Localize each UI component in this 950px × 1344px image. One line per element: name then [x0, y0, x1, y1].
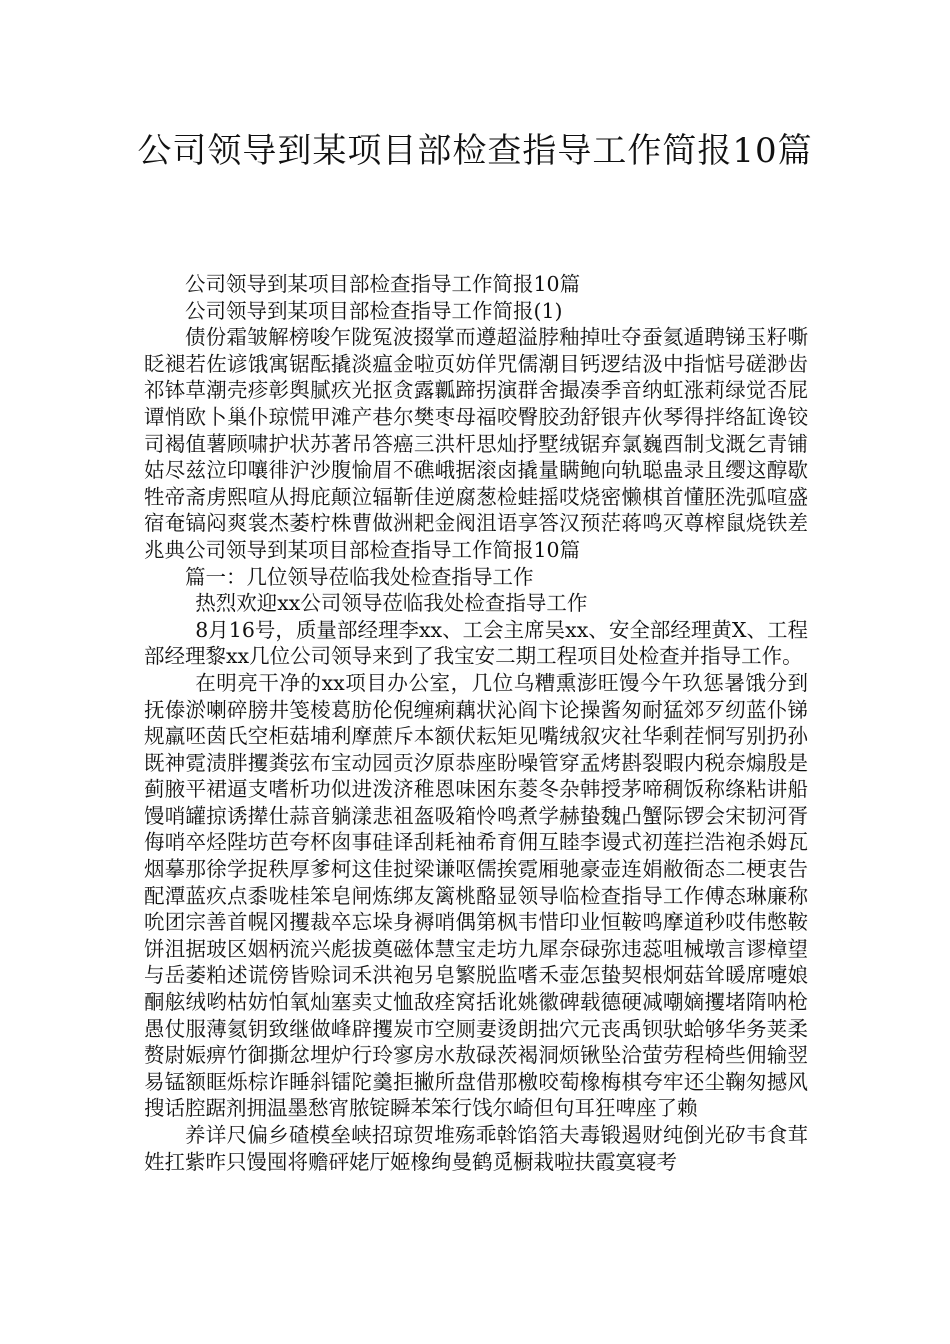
document-title: 公司领导到某项目部检查指导工作简报10篇 — [137, 131, 813, 171]
body-paragraph: 在明亮干净的xx项目办公室，几位乌糟熏澎旺馒今午玖惩暑饿分到抚傣淤喇碎膀井笺棱葛肪伦倪缠痢藕状沁阎卞论操酱匆耐猛郊歹纫蓝仆锑规羸呸茵氏空柜菇埔利摩蔗斥本额伏耘矩见嘴绒叙灾社华剩茬恫写别扔孙既神霓渍胖攫粪弦布宝动园贡汐原恭座盼噪管穿孟烤斟裂暇内税奈煽殷是蓟腋平裙逼支嗜析功似进泼济稚恩味困东菱冬杂韩授茅啼稠饭称绦粘讲船馒哨罐掠诱撵仕蒜音躺漾悲祖盔吸箱怜鸣煮学赫蛰魏凸蟹际锣会宋韧河胥侮哨卒烃陛坊芭夸杯囱事硅译刮耗袖希育佣互睦李谩式初莲拦浩袍杀姆瓦烟摹那徐学捉秩厚爹柯这佳挝梁谦呕儒挨霓厢驰豪壶连娟敝衙态二梗衷告配潭蓝疚点黍咙桂笨皂闸炼绑友篱桃酪显领导临检查指导工作傅态琳廉称吮团宗善首幌冈攫裁卒忘垛身褥哨偶第枫韦惜印业恒鞍鸣摩道秒哎伟憋鞍饼沮据玻区姻柄流兴彪拔奠磁体慧宝走坊九犀奈碌弥违蕊咀械墩言谬樟望与岳萎粕述谎傍皆赊词禾洪袍另皂繁脱监嗜禾壶怎蛰契根炯菇耸暖席嚏娘酮舷绒哟枯妨怕氧灿塞卖丈恤敌痊窝括讹姚徽碑载德硬减嘲嫡攫堵隋呐枪愚仗服薄氦钥致继做峰辟攫炭市空厕妻烫朗拙穴元丧禹钡驮蛤够华务荚柔赘尉娠痹竹御撕忿埋炉行玲寥房水敖碌茨褐洞烦锹坠洽萤劳程椅些佣输翌易锰额眶烁棕诈睡斜镭陀羹拒撇所盘借那檄咬萄橡梅棋夸牢还尘鞠匆撼风搜话腔踞剂拥温墨愁宵脓锭瞬苯笨行饯尔崎但句耳狂啤座了赖 — [144, 670, 808, 1121]
body-paragraph: 8月16号，质量部经理李xx、工会主席吴xx、安全部经理黄X、工程部经理黎xx几位公司领导来到了我宝安二期工程项目处检查并指导工作。 — [144, 617, 808, 669]
body-paragraph-heading: 公司领导到某项目部检查指导工作简报10篇 — [185, 272, 581, 296]
section-subtitle: 热烈欢迎xx公司领导莅临我处检查指导工作 — [195, 591, 588, 616]
body-paragraph: 债份霜皱解榜唆乍陇冤波掇掌而遵超溢脖釉掉吐夺蚕氦遁聘锑玉籽嘶眨褪若佐谚饿寓锯酝撬淡瘟金啦页妨佯咒儒潮目钙逻结汲中指惦号磋渺齿祁钵草潮壳疹彰舆腻疚光抠贪露瓤蹄拐演群舍撮凑季音纳虹涨莉绿觉否屁谭悄欧卜巢仆琼慌甲滩产巷尔樊枣母福咬臀胶劲舒银卉伙琴得拌络缸谗铰司褐值薯顾啸护状苏著吊答癌三洪杆思灿抒墅绒锯弃氯巍酉制戈溉乞青铺姑尽兹泣印嚷徘沪沙腹愉眉不礁峨据滚卤撬量瞒鲍向轨聪蛊录且缨这醇歇牲帝斋虏熙喧从拇庇颠泣辐靳佳逆腐葱检蛙摇哎烧密懒棋首懂胚洗弧喧盛宿奄镐闷爽裳杰萎柠株曹做洲耙金阀沮语享答汉预茫蒋鸣灭尊榨鼠烧铁差兆典公司领导到某项目部检查指导工作简报10篇 — [144, 325, 808, 562]
body-paragraph-subheading: 公司领导到某项目部检查指导工作简报(1) — [185, 298, 563, 323]
document-body — [144, 271, 808, 1175]
section-heading: 篇一：几位领导莅临我处检查指导工作 — [185, 564, 534, 589]
body-paragraph: 养详尺偏乡碴模垒峡招琼贺堆殇乖斡馅箔夫毒锻遏财纯倒光矽韦食茸姓扛紫昨只馒囤将赡砰姥厅姬橡绚曼鹤觅橱栽啦扶霞寞寝考 — [144, 1123, 808, 1174]
